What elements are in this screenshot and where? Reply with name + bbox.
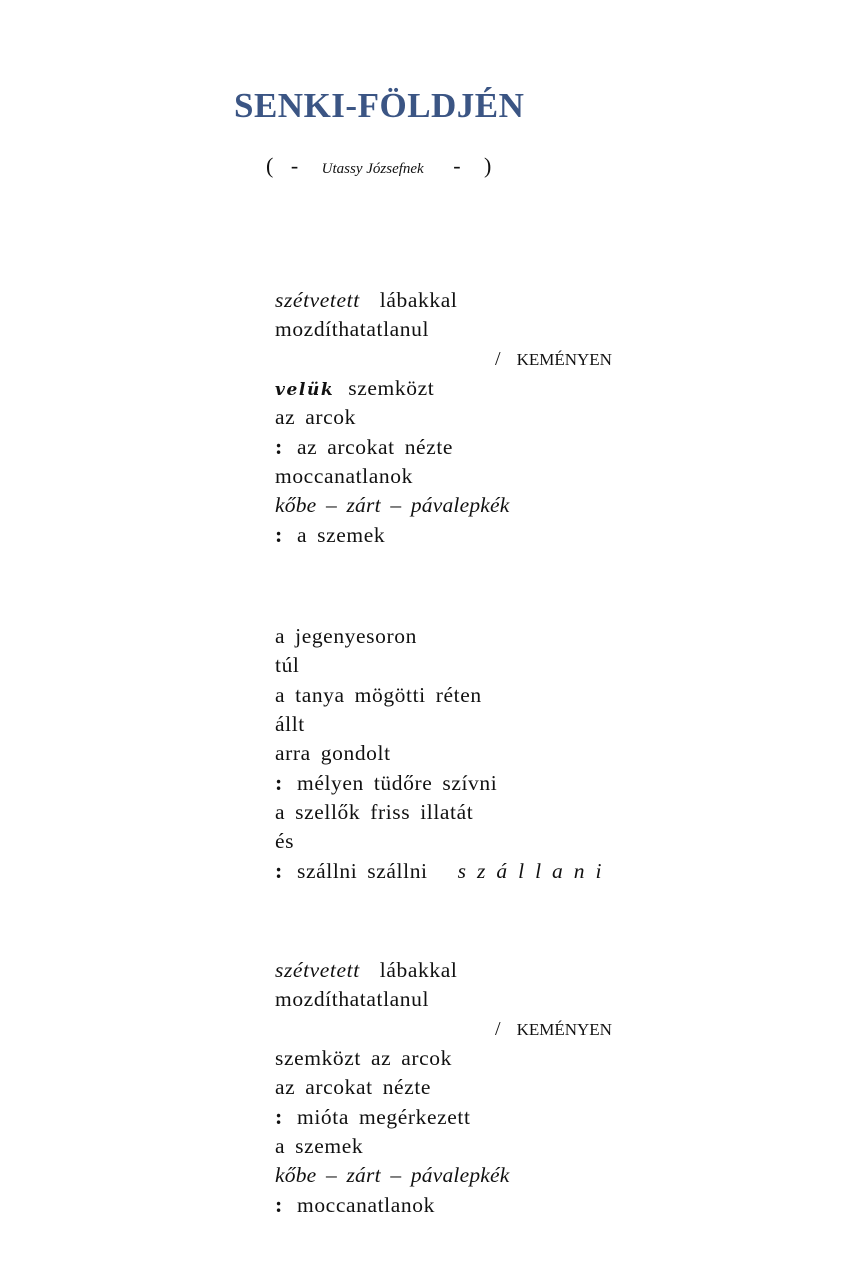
poem-line (275, 1102, 510, 1131)
stanza-3 (275, 956, 612, 1220)
italic-word: szétvetett (275, 288, 360, 312)
poem-line: a szemek (275, 1133, 364, 1158)
dedication-close-paren: ) (484, 153, 492, 178)
poem-line: moccanatlanok (275, 463, 413, 488)
poem-line: mozdíthatatlanul (275, 317, 430, 342)
colon-mark: : (275, 522, 283, 548)
kemenyen-word: KEMÉNYEN (516, 1019, 612, 1039)
poem-line: mozdíthatatlanul (275, 987, 430, 1012)
stanza-1 (275, 286, 612, 550)
colon-mark: : (275, 1104, 283, 1130)
poem-line: a jegenyesoron (275, 624, 417, 648)
line-text: mélyen tüdőre szívni (297, 771, 498, 796)
kemenyen-note (495, 1015, 612, 1044)
poem-line (275, 1190, 510, 1219)
line-text: lábakkal (379, 288, 458, 312)
poem-line (275, 856, 613, 885)
poem-line: szemközt az arcok (275, 1045, 452, 1070)
italic-word: szétvetett (275, 958, 360, 982)
colon-mark: : (275, 1192, 283, 1218)
poem-line-italic: kőbe – zárt – pávalepkék (275, 1163, 510, 1188)
poem-line-italic: kőbe – zárt – pávalepkék (275, 493, 510, 518)
dedication (266, 153, 491, 179)
poem-line (275, 432, 510, 461)
line-text: az arcokat nézte (297, 435, 454, 460)
kemenyen-note (495, 345, 612, 374)
colon-mark: : (275, 858, 283, 884)
poem-title: SENKI-FÖLDJÉN (234, 86, 525, 125)
bold-word: velük (275, 379, 335, 400)
dedication-dash-left: - (290, 153, 299, 178)
line-text: szemközt (348, 375, 435, 400)
line-text: moccanatlanok (297, 1193, 435, 1218)
poem-line: túl (275, 653, 300, 678)
kemenyen-word: KEMÉNYEN (516, 349, 612, 369)
dedication-open-paren: ( (266, 153, 274, 178)
poem-line: a szellők friss illatát (275, 799, 474, 824)
poem-line-kemenyen (275, 345, 612, 374)
poem-line: az arcok (275, 405, 357, 430)
line-text: a szemek (297, 523, 386, 548)
spaced-word: szállani (457, 859, 613, 884)
poem-line (275, 768, 613, 797)
poem-line (275, 520, 510, 549)
line-text: mióta megérkezett (297, 1105, 471, 1130)
dedication-dash-right: - (453, 153, 461, 178)
poem-line: állt (275, 711, 305, 736)
dedication-name: Utassy Józsefnek (321, 161, 424, 177)
colon-mark: : (275, 434, 283, 460)
poem-line: a tanya mögötti réten (275, 682, 482, 707)
poem-line (275, 374, 510, 403)
poem-line (275, 286, 510, 315)
colon-mark: : (275, 770, 283, 796)
slash-mark: / (495, 347, 501, 370)
poem-line: és (275, 829, 295, 854)
line-text: lábakkal (379, 958, 458, 982)
stanza-2 (275, 622, 613, 886)
poem-line: az arcokat nézte (275, 1075, 432, 1100)
line-text: szállni szállni (297, 859, 428, 884)
slash-mark: / (495, 1017, 501, 1040)
poem-line (275, 956, 510, 985)
poem-line: arra gondolt (275, 741, 391, 766)
poem-line-kemenyen (275, 1015, 612, 1044)
